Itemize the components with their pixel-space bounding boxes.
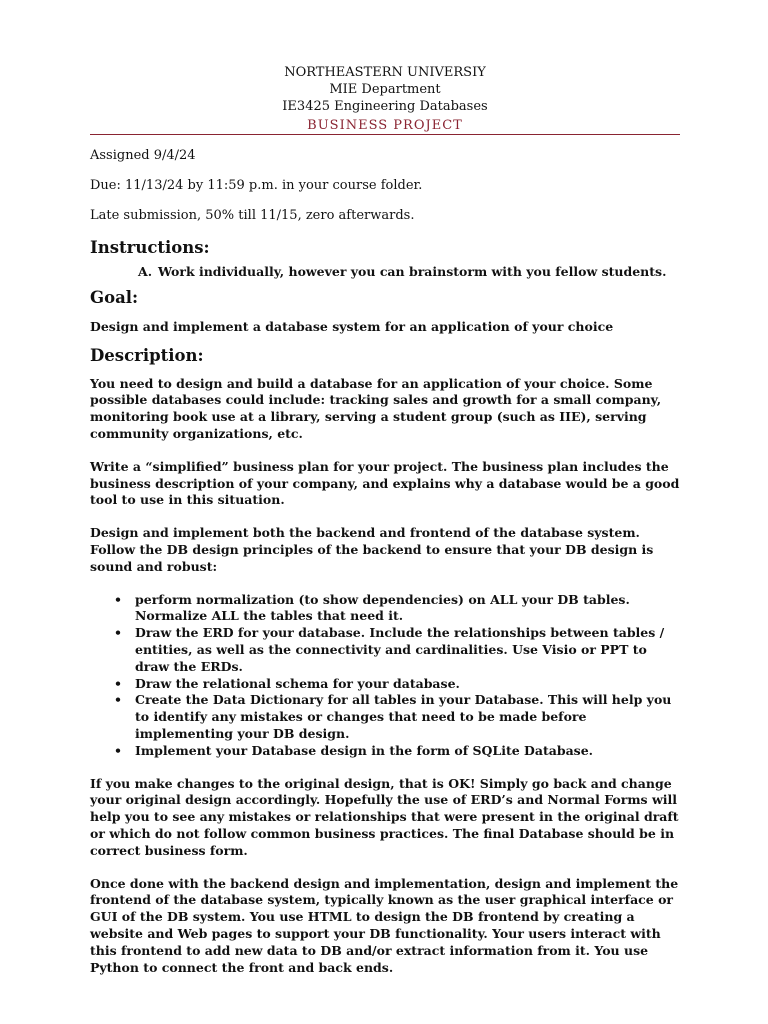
bullet-icon: • <box>114 625 122 641</box>
bullet-icon: • <box>114 591 122 607</box>
instruction-item <box>138 264 680 281</box>
due-date: Due: 11/13/24 by 11:59 p.m. in your course folder. <box>90 178 423 193</box>
list-item-text: Draw the ERD for your database. Include the relationships between tables / entities, as well as the connectivity and cardinalities. Use Visio or PPT to draw the ERDs. <box>135 625 665 674</box>
description-paragraph-1: You need to design and build a database for an application of your choice. Some possible databases could include: tracking sales and growth for a small company, monitoring book use at a library, serving a student group (such as IIE), serving community organizations, etc. <box>90 375 662 441</box>
list-item-text: Implement your Database design in the form of SQLite Database. <box>135 742 594 758</box>
assigned-date: Assigned 9/4/24 <box>90 148 196 163</box>
late-policy: Late submission, 50% till 11/15, zero afterwards. <box>90 208 415 223</box>
description-heading: Description: <box>90 345 204 365</box>
description-paragraph-5: Once done with the backend design and implementation, design and implement the frontend of the database system, typically known as the user graphical interface or GUI of the DB system. You use HTML to design the DB frontend by creating a website and Web pages to support your DB functionality. Your users interact with this frontend to add new data to DB and/or extract information from it. You use Python to connect the front and back ends. <box>90 875 679 975</box>
list-item-text: Draw the relational schema for your database. <box>135 675 460 691</box>
list-item <box>90 625 680 675</box>
list-item <box>90 592 680 626</box>
instructions-heading: Instructions: <box>90 238 210 257</box>
list-item <box>90 743 680 760</box>
bullet-icon: • <box>114 742 122 758</box>
goal-text: Design and implement a database system for an application of your choice <box>90 318 614 334</box>
instruction-text: Work individually, however you can brainstorm with you fellow students. <box>158 264 667 279</box>
description-body <box>90 376 680 977</box>
project-title: BUSINESS PROJECT <box>90 118 680 135</box>
list-item <box>90 692 680 742</box>
list-item-text: Create the Data Dictionary for all tables in your Database. This will help you to identify any mistakes or changes that need to be made before implementing your DB design. <box>135 692 672 741</box>
instruction-marker: A. <box>138 264 153 279</box>
bullet-icon: • <box>114 675 122 691</box>
list-item-text: perform normalization (to show dependencies) on ALL your DB tables. Normalize ALL the tables that need it. <box>135 591 630 624</box>
description-paragraph-4: If you make changes to the original design, that is OK! Simply go back and change your original design accordingly. Hopefully the use of ERD’s and Normal Forms will help you to see any mistakes or relationships that were present in the original draft or which do not follow common business practices. The final Database should be in correct business form. <box>90 775 679 858</box>
instructions-list <box>90 264 680 281</box>
document-header <box>90 64 680 115</box>
bullet-icon: • <box>114 692 122 708</box>
description-paragraph-2: Write a “simplified” business plan for your project. The business plan includes the business description of your company, and explains why a database would be a good tool to use in this situation. <box>90 458 680 508</box>
list-item <box>90 676 680 693</box>
goal-heading: Goal: <box>90 287 139 307</box>
document-page <box>90 64 680 992</box>
department-name: MIE Department <box>329 82 441 97</box>
university-name: NORTHEASTERN UNIVERSIY <box>284 65 486 80</box>
description-paragraph-3: Design and implement both the backend and frontend of the database system. Follow the DB design principles of the backend to ensure that your DB design is sound and robust: <box>90 525 654 574</box>
requirements-list <box>90 592 680 760</box>
assignment-meta <box>90 147 680 224</box>
course-name: IE3425 Engineering Databases <box>282 99 488 114</box>
